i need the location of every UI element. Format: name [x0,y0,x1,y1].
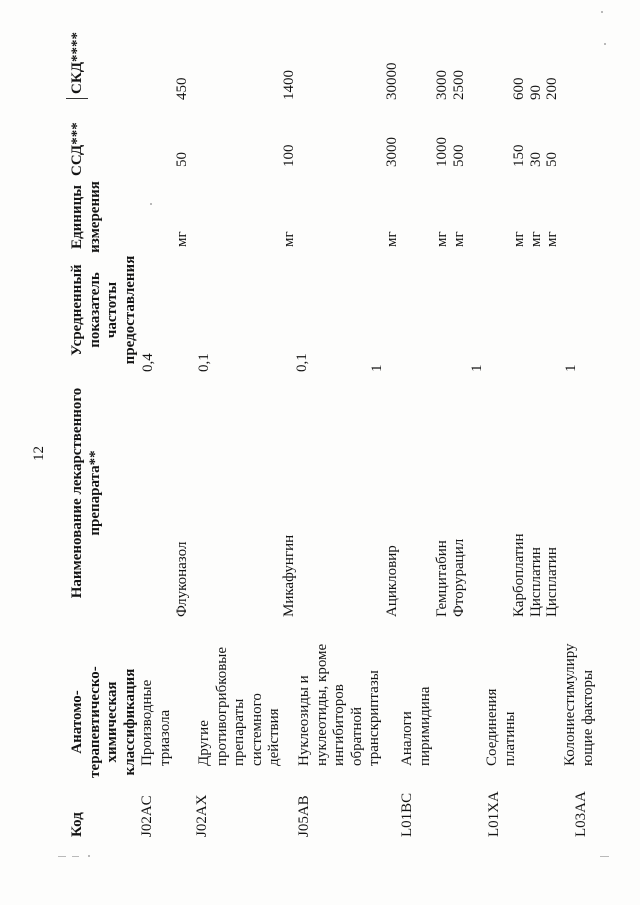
drug-unit: мг [174,231,190,247]
drug-name: Гемцитабин [434,540,450,617]
drug-name: Цисплатин [544,547,560,617]
drug-name: Флуконазол [174,541,190,617]
scan-artifact [150,203,152,205]
atc-classification: Колониестимулиру ющие факторы [562,643,596,766]
atc-classification: Другие противогрибковые препараты системного действия [196,646,282,766]
drug-unit: мг [451,231,467,247]
drug-skd: 600 [511,77,527,100]
drug-ssd: 500 [451,144,467,167]
drug-name: Карбоплатин [511,533,527,617]
drug-unit: мг [281,231,297,247]
drug-name: Микафунгин [281,534,297,617]
drug-skd: 3000 [434,70,450,100]
drug-ssd: 100 [281,144,297,167]
frequency-value: 1 [563,364,579,372]
scan-artifact [88,855,90,857]
frequency-value: 0,4 [140,353,156,372]
drug-name: Фторурацил [451,538,467,617]
drug-skd: 450 [174,77,190,100]
drug-unit: мг [511,231,527,247]
drug-unit: мг [384,231,400,247]
header-ssd: ССД*** [69,122,85,176]
header-frequency: Усредненный показатель частоты предоставления [69,255,138,365]
header-divider [66,98,88,99]
header-code: Код [69,812,85,837]
drug-ssd: 50 [174,152,190,167]
drug-unit: мг [434,231,450,247]
scan-artifact [72,856,79,857]
atc-code: L01XA [486,791,502,837]
scan-artifact [58,856,66,857]
drug-skd: 1400 [281,70,297,100]
atc-classification: Нуклеозиды и нуклеотиды, кроме ингибиторов обратной транскриптазы [296,643,382,766]
drug-skd: 30000 [384,62,400,100]
header-unit: Единицы измерения [69,181,103,253]
frequency-value: 0,1 [294,353,310,372]
frequency-value: 1 [469,364,485,372]
drug-skd: 200 [544,77,560,100]
atc-classification: Аналоги пиримидина [399,686,433,766]
atc-code: L01BC [399,792,415,837]
drug-name: Ацикловир [384,545,400,617]
header-atc-classification: Анатомо- терапевтическо- химическая классификация [69,666,138,778]
header-drug-name: Наименование лекарственного препарата** [69,387,103,599]
atc-classification: Производные триазола [139,679,173,766]
atc-code: L03AA [573,791,589,837]
drug-ssd: 50 [544,152,560,167]
drug-unit: мг [544,231,560,247]
frequency-value: 0,1 [196,353,212,372]
header-skd: СКД**** [69,31,85,94]
drug-name: Цисплатин [528,547,544,617]
atc-code: J02AX [194,794,210,837]
scan-artifact [601,11,603,13]
atc-classification: Соединения платины [484,688,518,766]
drug-ssd: 3000 [384,137,400,167]
atc-code: J05AB [296,795,312,837]
drug-skd: 90 [528,85,544,100]
atc-code: J02AC [139,795,155,837]
scan-artifact [604,43,606,45]
frequency-value: 1 [369,364,385,372]
drug-ssd: 150 [511,144,527,167]
drug-skd: 2500 [451,70,467,100]
drug-ssd: 30 [528,152,544,167]
drug-ssd: 1000 [434,137,450,167]
scan-artifact [600,856,609,857]
page-number: 12 [31,446,47,461]
drug-unit: мг [528,231,544,247]
